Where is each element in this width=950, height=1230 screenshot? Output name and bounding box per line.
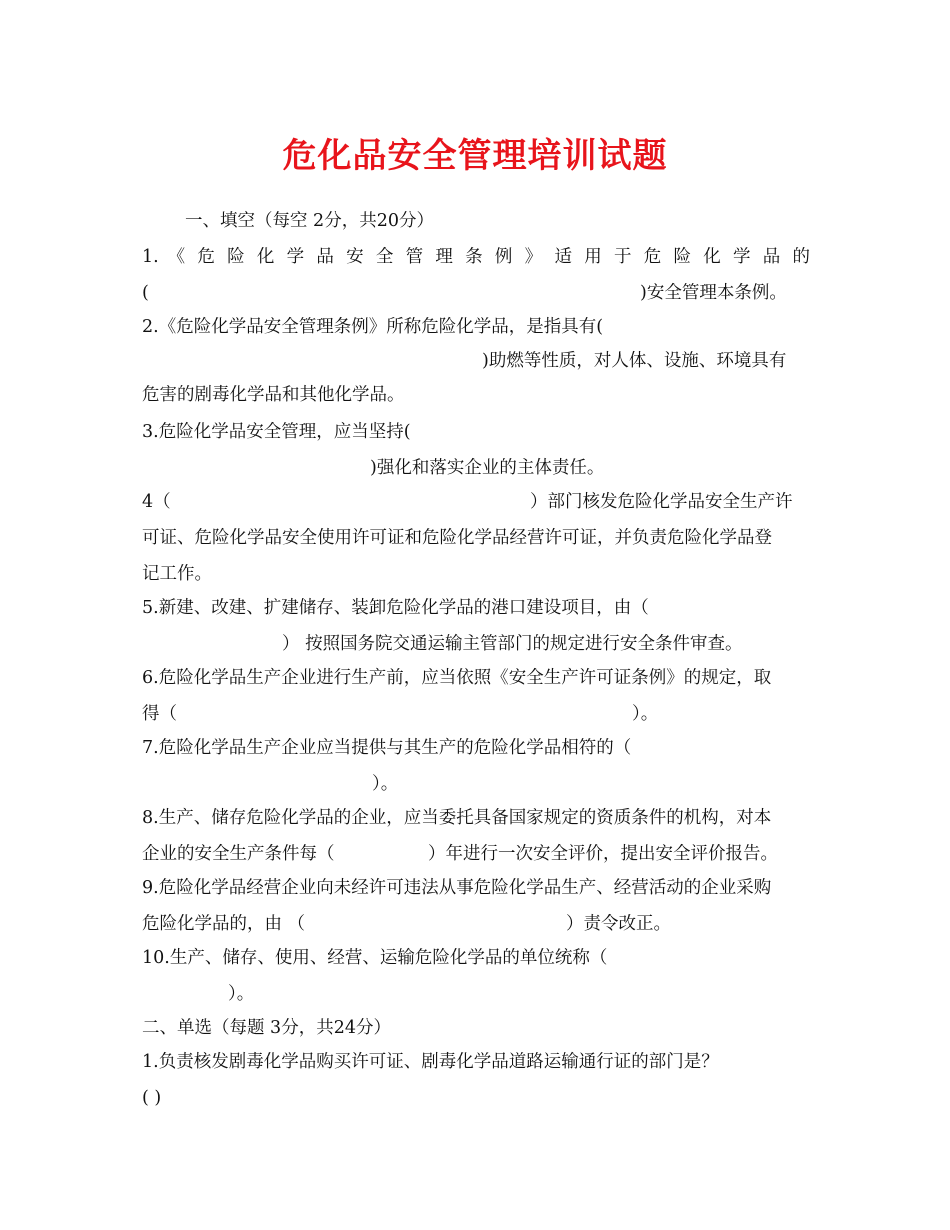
document-title: 危化品安全管理培训试题 — [282, 136, 668, 176]
question-5-line-1: 5.新建、改建、扩建储存、装卸危险化学品的港口建设项目，由（ — [142, 598, 649, 618]
choice-question-1-line-1: 1.负责核发剧毒化学品购买许可证、剧毒化学品道路运输通行证的部门是？ — [142, 1052, 719, 1072]
question-3-line-2: )强化和落实企业的主体责任。 — [370, 458, 605, 478]
section-heading-fill-in: 一、填空（每空 2分，共20分） — [185, 211, 434, 231]
question-2-line-2: )助燃等性质，对人体、设施、环境具有 — [482, 351, 787, 371]
question-7-line-1: 7.危险化学品生产企业应当提供与其生产的危险化学品相符的（ — [142, 738, 632, 758]
question-1-line-1: 1. 《 危 险 化 学 品 安 全 管 理 条 例 》 适 用 于 危 险 化 学 品 的 — [142, 247, 810, 267]
section-heading-single-choice: 二、单选（每题 3分，共24分） — [142, 1018, 391, 1038]
question-9-line-1: 9.危险化学品经营企业向未经许可违法从事危险化学品生产、经营活动的企业采购 — [142, 878, 772, 898]
question-9-line-2b: ）责令改正。 — [566, 914, 671, 934]
question-4-line-3: 记工作。 — [142, 564, 212, 584]
question-9-line-2: 危险化学品的，由 （ — [142, 914, 306, 934]
question-10-line-2: ）。 — [228, 984, 255, 1004]
question-6-line-2: ）。 — [632, 704, 659, 724]
question-8-line-2b: ）年进行一次安全评价，提出安全评价报告。 — [428, 844, 778, 864]
question-4-line-1: ）部门核发危险化学品安全生产许 — [530, 492, 793, 512]
question-1-line-2: )安全管理本条例。 — [640, 283, 787, 303]
question-10-line-1: 10.生产、储存、使用、经营、运输危险化学品的单位统称（ — [142, 948, 608, 968]
question-5-line-2: ） 按照国务院交通运输主管部门的规定进行安全条件审查。 — [282, 634, 743, 654]
question-4-line-2: 可证、危险化学品安全使用许可证和危险化学品经营许可证，并负责危险化学品登 — [142, 528, 772, 548]
question-4-blank-open: 4（ — [142, 492, 171, 512]
question-2-line-1: 2.《危险化学品安全管理条例》所称危险化学品，是指具有( — [142, 317, 604, 337]
choice-question-1-answer: ( ) — [142, 1088, 162, 1108]
question-6-line-1: 6.危险化学品生产企业进行生产前，应当依照《安全生产许可证条例》的规定，取 — [142, 668, 772, 688]
question-2-line-3: 危害的剧毒化学品和其他化学品。 — [142, 385, 405, 405]
question-3-line-1: 3.危险化学品安全管理，应当坚持( — [142, 422, 411, 442]
question-8-line-2: 企业的安全生产条件每（ — [142, 844, 335, 864]
question-8-line-1: 8.生产、储存危险化学品的企业，应当委托具备国家规定的资质条件的机构，对本 — [142, 808, 772, 828]
question-7-line-2: ）。 — [372, 774, 399, 794]
question-6-blank-open: 得（ — [142, 704, 177, 724]
question-1-blank-open: ( — [142, 283, 149, 303]
